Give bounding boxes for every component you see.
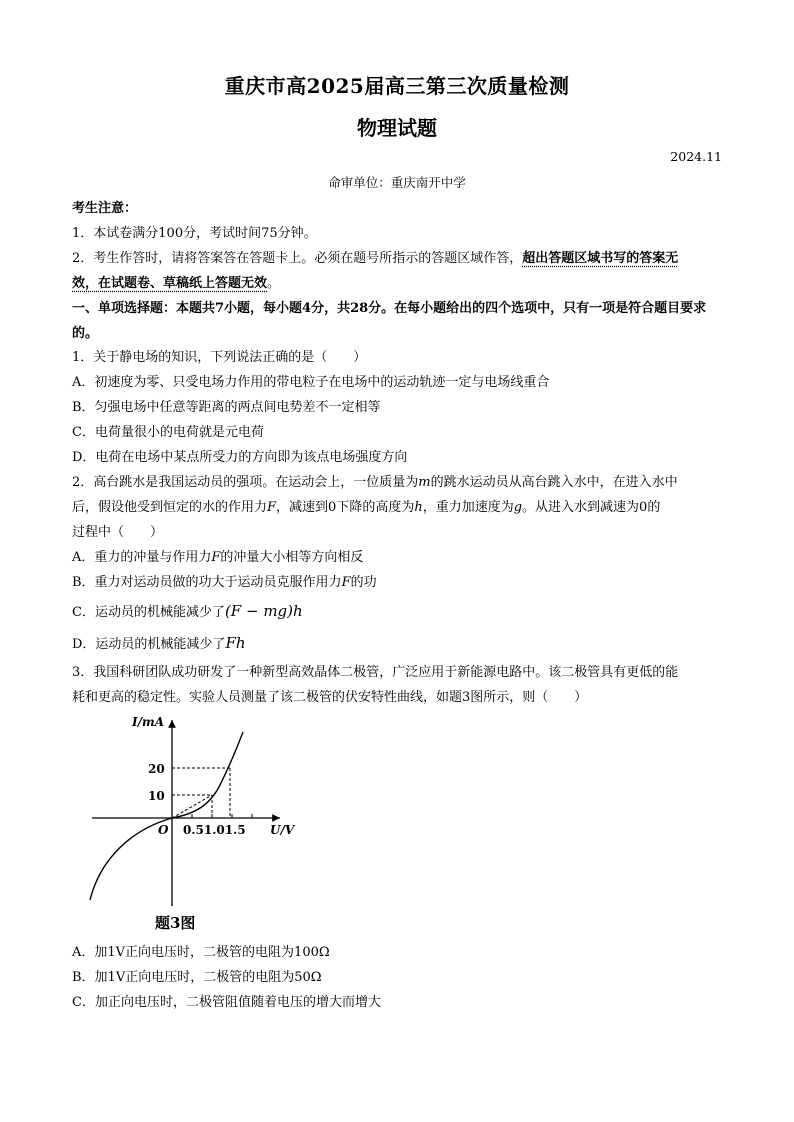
q2-option-c-text: C．运动员的机械能减少了 <box>72 605 225 620</box>
notice-item-2-emphasis: 超出答题区域书写的答案无 <box>522 251 679 266</box>
notice-item-2-cont <box>72 271 724 296</box>
q2-text: 2．高台跳水是我国运动员的强项。在运动会上，一位质量为 <box>72 475 419 490</box>
q2-option-c-expr: (F − mg)h <box>224 602 303 620</box>
q2-var-h: h <box>414 500 423 515</box>
y-axis-label: I/mA <box>132 715 165 729</box>
exam-date: 2024.11 <box>670 149 722 164</box>
q1-option-a: A．初速度为零、只受电场力作用的带电粒子在电场中的运动轨迹一定与电场线重合 <box>72 375 550 390</box>
x-axis-label: U/V <box>270 823 295 837</box>
question-2 <box>72 470 724 659</box>
q2-option-a-text: 的冲量大小相等方向相反 <box>220 550 364 565</box>
q2-option-d-expr: Fh <box>225 634 246 652</box>
notice-item-1: 1．本试卷满分100分，考试时间75分钟。 <box>72 226 317 241</box>
q2-text: 。从进入水到减速为0的 <box>522 500 661 515</box>
q2-option-b-text: 的功 <box>350 575 377 590</box>
origin-label: O <box>158 823 169 837</box>
q2-var-f: F <box>211 550 221 565</box>
q3-option-b: B．加1V正向电压时，二极管的电阻为50Ω <box>72 970 322 985</box>
q2-text: 的跳水运动员从高台跳入水中，在进入水中 <box>430 475 678 490</box>
question-3 <box>72 660 724 710</box>
notice-item-2 <box>72 246 724 271</box>
notice-item-2-end: 。 <box>267 276 281 291</box>
q1-stem: 1．关于静电场的知识，下列说法正确的是（ ） <box>72 350 367 365</box>
iv-curve-figure <box>80 710 310 940</box>
q2-stem-line1 <box>72 470 724 495</box>
q3-stem-line2: 耗和更高的稳定性。实验人员测量了该二极管的伏安特性曲线，如题3图所示，则（ ） <box>72 690 588 705</box>
q2-var-g: g <box>513 500 523 515</box>
q2-stem-line2 <box>72 495 724 520</box>
q3-options <box>72 940 724 1015</box>
q2-text: ，减速到0下降的高度为 <box>276 500 415 515</box>
q3-option-c: C．加正向电压时，二极管阻值随着电压的增大而增大 <box>72 995 381 1010</box>
notice-item-2-text: 2．考生作答时，请将答案答在答题卡上。必须在题号所指示的答题区域作答， <box>72 251 523 266</box>
q2-option-b <box>72 570 724 595</box>
exam-unit: 命审单位：重庆南开中学 <box>328 175 466 190</box>
exam-title: 重庆市高2025届高三第三次质量检测 <box>224 74 570 98</box>
notice-item-2-emphasis-cont: 效，在试题卷、草稿纸上答题无效 <box>72 276 268 291</box>
y-tick-10: 10 <box>148 789 165 803</box>
figure-caption: 题3图 <box>155 914 196 932</box>
q2-stem-line3: 过程中（ ） <box>72 525 164 540</box>
q2-option-a-text: A．重力的冲量与作用力 <box>72 550 212 565</box>
q1-option-b: B．匀强电场中任意等距离的两点间电势差不一定相等 <box>72 400 381 415</box>
q2-text: ，重力加速度为 <box>422 500 514 515</box>
y-tick-20: 20 <box>148 762 165 776</box>
q2-var-m: m <box>418 475 431 490</box>
iv-curve <box>90 732 243 900</box>
q1-option-d: D．电荷在电场中某点所受力的方向即为该点电场强度方向 <box>72 450 408 465</box>
q2-text: 后，假设他受到恒定的水的作用力 <box>72 500 268 515</box>
q2-option-d <box>72 629 724 659</box>
notice-heading: 考生注意： <box>72 201 138 216</box>
q2-var-f: F <box>267 500 277 515</box>
q3-option-a: A．加1V正向电压时，二极管的电阻为100Ω <box>72 945 330 960</box>
question-1 <box>72 345 724 470</box>
q2-var-f: F <box>341 575 351 590</box>
q3-stem-line1: 3．我国科研团队成功研发了一种新型高效晶体二极管，广泛应用于新能源电路中。该二极管具有更低的能 <box>72 665 679 680</box>
notice-block <box>72 196 724 296</box>
q2-option-c <box>72 595 724 629</box>
q2-option-d-text: D．运动员的机械能减少了 <box>72 637 226 652</box>
q2-option-a <box>72 545 724 570</box>
exam-subtitle: 物理试题 <box>357 116 437 140</box>
q2-option-b-text: B．重力对运动员做的功大于运动员克服作用力 <box>72 575 342 590</box>
q1-option-c: C．电荷量很小的电荷就是元电荷 <box>72 425 264 440</box>
x-tick-labels: 0.51.01.5 <box>183 823 246 837</box>
section-1-heading: 一、单项选择题：本题共7小题，每小题4分，共28分。在每小题给出的四个选项中，只有一项是符合题目要求的。 <box>72 301 707 341</box>
